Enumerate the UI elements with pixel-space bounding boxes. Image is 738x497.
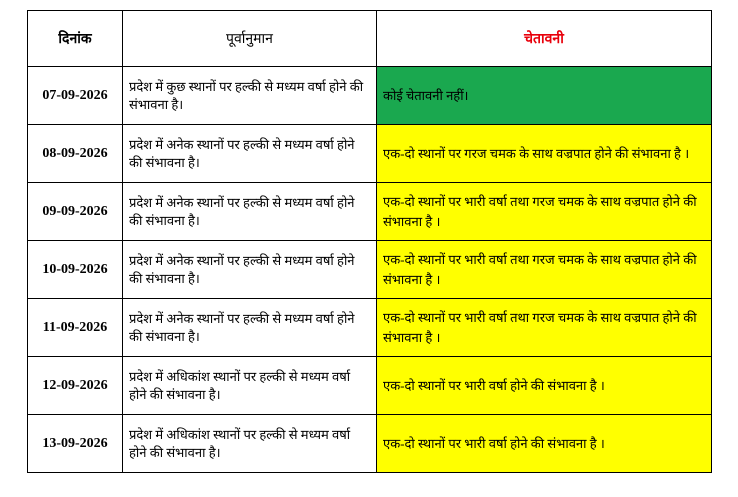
date-cell: 13-09-2026 [28, 415, 123, 473]
table-row [28, 299, 712, 357]
table-row [28, 125, 712, 183]
table-row [28, 67, 712, 125]
warning-column-header: चेतावनी [377, 11, 712, 67]
forecast-column-header: पूर्वानुमान [123, 11, 377, 67]
table-row [28, 415, 712, 473]
date-cell: 09-09-2026 [28, 183, 123, 241]
forecast-cell: प्रदेश में अनेक स्थानों पर हल्की से मध्यम वर्षा होने की संभावना है। [123, 241, 377, 299]
table-row [28, 357, 712, 415]
date-cell: 12-09-2026 [28, 357, 123, 415]
warning-cell: एक-दो स्थानों पर भारी वर्षा तथा गरज चमक के साथ वज्रपात होने की संभावना है । [377, 183, 712, 241]
warning-cell: एक-दो स्थानों पर भारी वर्षा तथा गरज चमक के साथ वज्रपात होने की संभावना है । [377, 299, 712, 357]
forecast-table [27, 10, 712, 473]
warning-cell: कोई चेतावनी नहीं। [377, 67, 712, 125]
date-cell: 11-09-2026 [28, 299, 123, 357]
warning-cell: एक-दो स्थानों पर भारी वर्षा तथा गरज चमक के साथ वज्रपात होने की संभावना है । [377, 241, 712, 299]
header-row [28, 11, 712, 67]
date-column-header: दिनांक [28, 11, 123, 67]
warning-cell: एक-दो स्थानों पर भारी वर्षा होने की संभावना है । [377, 357, 712, 415]
warning-cell: एक-दो स्थानों पर गरज चमक के साथ वज्रपात होने की संभावना है । [377, 125, 712, 183]
forecast-cell: प्रदेश में अधिकांश स्थानों पर हल्की से मध्यम वर्षा होने की संभावना है। [123, 357, 377, 415]
forecast-cell: प्रदेश में अनेक स्थानों पर हल्की से मध्यम वर्षा होने की संभावना है। [123, 299, 377, 357]
date-cell: 10-09-2026 [28, 241, 123, 299]
table-row [28, 241, 712, 299]
forecast-cell: प्रदेश में अधिकांश स्थानों पर हल्की से मध्यम वर्षा होने की संभावना है। [123, 415, 377, 473]
date-cell: 07-09-2026 [28, 67, 123, 125]
table-row [28, 183, 712, 241]
forecast-cell: प्रदेश में अनेक स्थानों पर हल्की से मध्यम वर्षा होने की संभावना है। [123, 183, 377, 241]
forecast-cell: प्रदेश में कुछ स्थानों पर हल्की से मध्यम वर्षा होने की संभावना है। [123, 67, 377, 125]
date-cell: 08-09-2026 [28, 125, 123, 183]
warning-cell: एक-दो स्थानों पर भारी वर्षा होने की संभावना है । [377, 415, 712, 473]
forecast-cell: प्रदेश में अनेक स्थानों पर हल्की से मध्यम वर्षा होने की संभावना है। [123, 125, 377, 183]
